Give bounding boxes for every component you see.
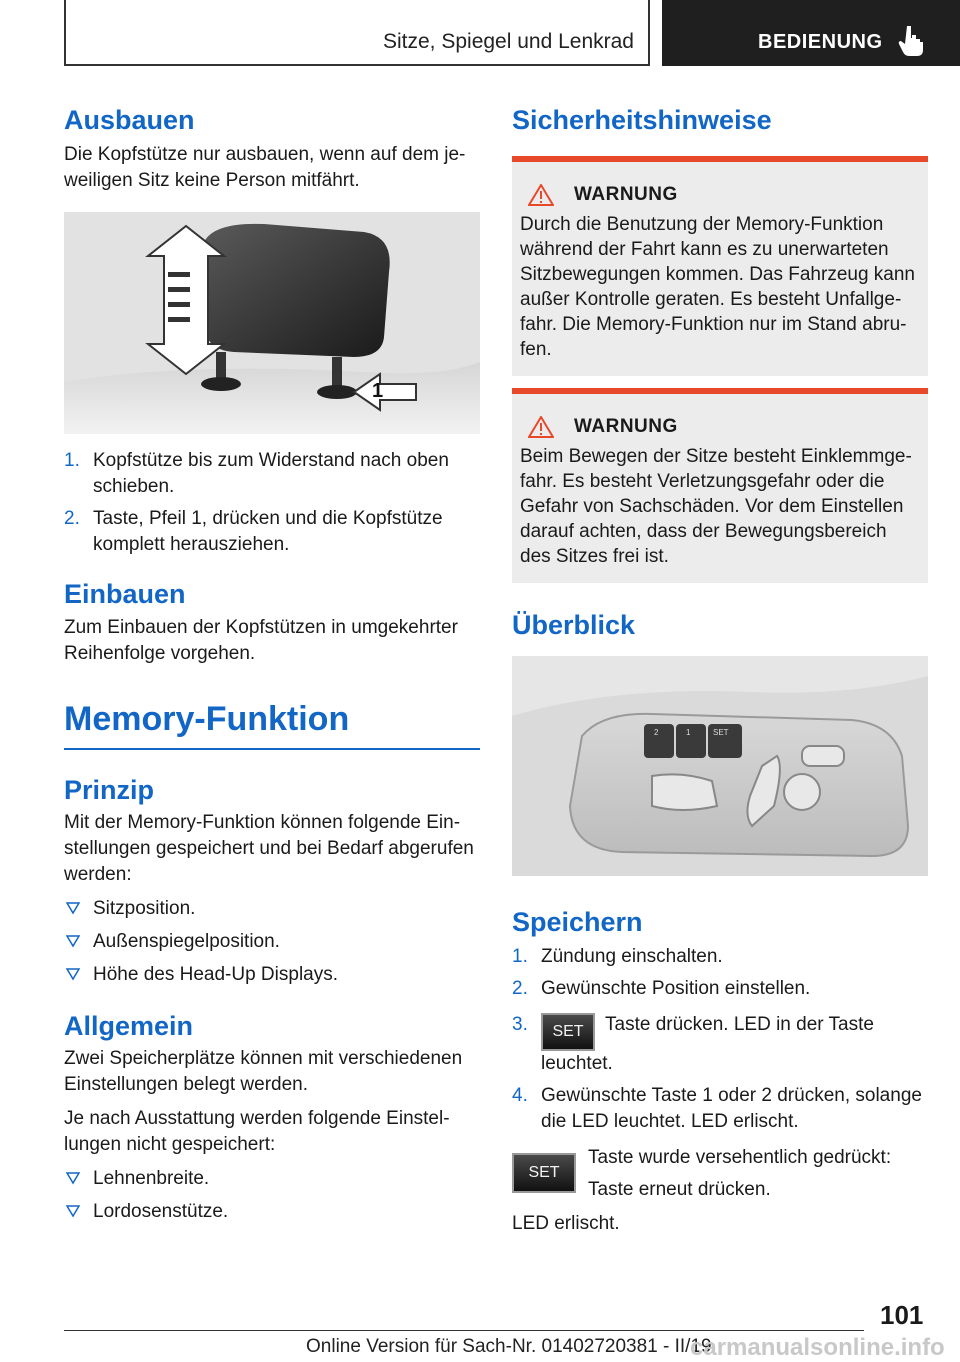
warning-triangle-icon <box>528 416 554 438</box>
header-chapter-tab[interactable] <box>662 0 960 66</box>
triangle-bullet-icon <box>66 1171 80 1185</box>
list-item: 4. Gewünschte Taste 1 oder 2 drücken, solange die LED leuchtet. LED erlischt. <box>512 1085 922 1133</box>
list-item: Außenspiegelposition. <box>64 929 480 955</box>
prinzip-list <box>64 896 480 988</box>
footer-version-text: Online Version für Sach-Nr. 01402720381 - II/19 <box>306 1336 712 1357</box>
right-column <box>512 98 928 1237</box>
headrest-illustration <box>64 212 480 434</box>
heading-rule <box>64 748 480 750</box>
set-note-line-1: Taste wurde versehentlich gedrückt: <box>588 1147 892 1169</box>
seat-memory-set-button: SET <box>713 727 729 737</box>
triangle-bullet-icon <box>66 901 80 915</box>
warning-text: Durch die Benutzung der Memory-Funktion während der Fahrt kann es zu unerwarteten Sitzbewegungen kommen. Das Fahrzeug kann außer Kontrolle geraten. Es besteht Unfallgefahr. Die Memory-Funktion nur im Stand abrufen. <box>520 214 916 361</box>
list-item: Höhe des Head-Up Displays. <box>64 962 480 988</box>
list-item: 2. Gewünschte Position einstellen. <box>512 978 811 1000</box>
warning-box-2 <box>512 388 928 583</box>
list-item: 1. Zündung einschalten. <box>512 946 723 968</box>
list-item: 2. Taste, Pfeil 1, drücken und die Kopfstütze komplett herausziehen. <box>64 508 443 556</box>
ausbauen-steps <box>64 448 480 558</box>
warning-header <box>520 416 920 438</box>
seat-memory-button-2: 2 <box>654 727 659 737</box>
seat-control-illustration <box>512 656 928 876</box>
text-allgemein-1: Zwei Speicherplätze können mit verschiedenen Einstellungen belegt werden. <box>64 1048 463 1096</box>
triangle-bullet-icon <box>66 1204 80 1218</box>
header-section-title: Sitze, Spiegel und Lenkrad <box>382 30 634 53</box>
page-header <box>0 0 960 66</box>
seat-control-figure <box>512 656 928 876</box>
hand-pointer-icon <box>898 24 926 56</box>
headrest-figure <box>64 212 480 434</box>
heading-speichern: Speichern <box>512 906 643 937</box>
heading-einbauen: Einbauen <box>64 579 186 610</box>
heading-sicherheitshinweise: Sicherheitshinweise <box>512 105 772 135</box>
warning-triangle-icon <box>528 184 554 206</box>
set-button-icon: SET <box>541 1013 595 1051</box>
list-item: 1. Kopfstütze bis zum Widerstand nach oben schieben. <box>64 450 449 498</box>
list-item: Lordosenstütze. <box>64 1199 480 1225</box>
allgemein-list <box>64 1166 480 1225</box>
warning-box-1 <box>512 156 928 376</box>
footer-rule <box>64 1330 864 1331</box>
list-item: 3. SET Taste drücken. LED in der Taste leuchtet. <box>512 1014 874 1075</box>
text-prinzip: Mit der Memory-Funktion können folgende Einstellungen gespeichert und bei Bedarf abgerufen werden: <box>64 811 474 885</box>
left-column <box>64 98 480 1232</box>
list-item: Sitzposition. <box>64 896 480 922</box>
list-item: Lehnenbreite. <box>64 1166 480 1192</box>
set-note-line-2: Taste erneut drücken. <box>588 1179 771 1201</box>
heading-allgemein: Allgemein <box>64 1010 194 1041</box>
triangle-bullet-icon <box>66 934 80 948</box>
text-led-erlischt: LED erlischt. <box>512 1213 620 1235</box>
header-frame <box>64 0 650 66</box>
warning-label: WARNUNG <box>574 184 678 206</box>
triangle-bullet-icon <box>66 967 80 981</box>
heading-prinzip: Prinzip <box>64 774 155 805</box>
heading-ausbauen: Ausbauen <box>64 105 195 135</box>
heading-ueberblick: Überblick <box>512 610 636 641</box>
text-ausbauen: Die Kopfstütze nur ausbauen, wenn auf dem jeweiligen Sitz keine Person mitfährt. <box>64 144 466 192</box>
warning-text: Beim Bewegen der Sitze besteht Einklemmgefahr. Es besteht Verletzungsgefahr oder die Gefahr von Sachschäden. Vor dem Einstellen darauf achten, dass der Bewegungsbereich des Sitzes frei ist. <box>520 446 912 568</box>
warning-header <box>520 184 920 206</box>
heading-memory-funktion: Memory-Funktion <box>64 699 350 738</box>
seat-memory-button-1: 1 <box>686 727 691 737</box>
text-allgemein-2: Je nach Ausstattung werden folgende Einstellungen nicht gespeichert: <box>64 1108 450 1156</box>
set-note <box>512 1145 928 1209</box>
text-einbauen: Zum Einbauen der Kopfstützen in umgekehrter Reihenfolge vorgehen. <box>64 616 458 664</box>
figure-callout-1: 1 <box>372 380 384 403</box>
warning-label: WARNUNG <box>574 416 678 438</box>
speichern-steps <box>512 944 928 1135</box>
page-number: 101 <box>880 1300 924 1330</box>
header-chapter-label: BEDIENUNG <box>758 31 883 53</box>
watermark: carmanualsonline.info <box>690 1334 945 1361</box>
set-button-icon: SET <box>512 1153 576 1193</box>
